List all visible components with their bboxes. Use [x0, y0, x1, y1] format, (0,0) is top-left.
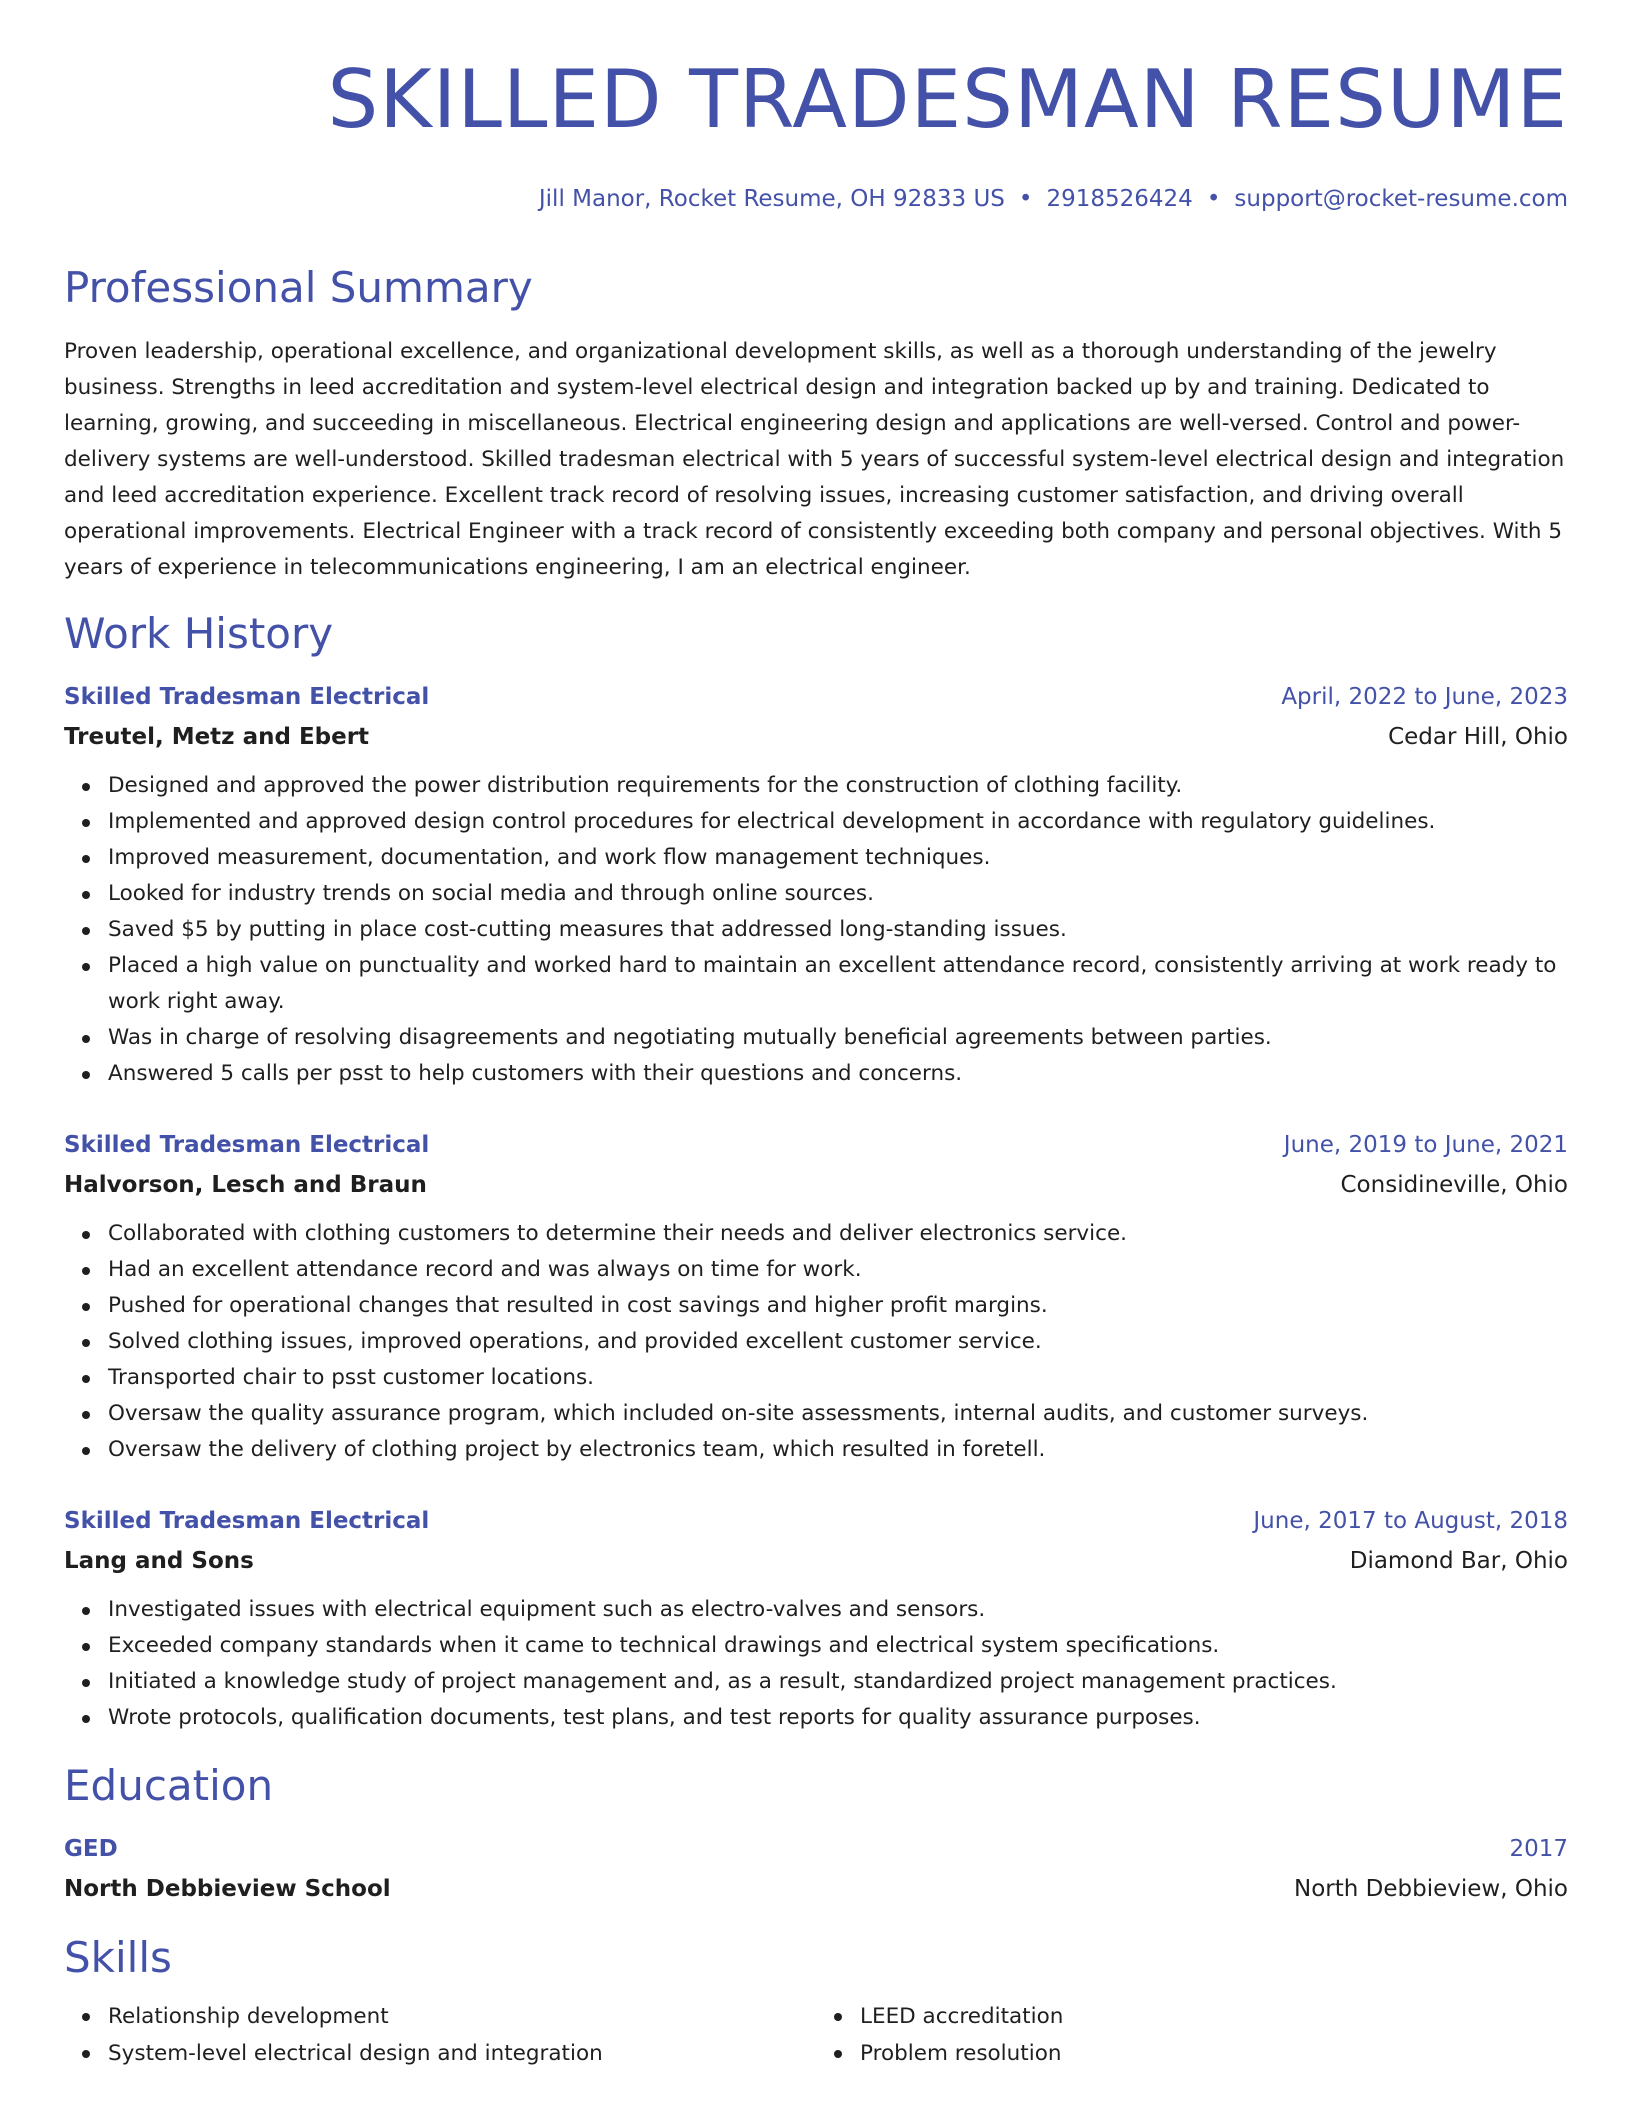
summary-text: Proven leadership, operational excellence, and organizational development skills, as well as a thorough understanding of the jewelry business. Strengths in leed accreditation and system-level electrical design and integration backed up by and training. Dedicated to learning, growing, and succeeding in miscellaneous. Electrical engineering design and applications are well-versed. Control and power-delivery systems are well-understood. Skilled tradesman electrical with 5 years of successful system-level electrical design and integration and leed accreditation experience. Excellent track record of resolving issues, increasing customer satisfaction, and driving overall operational improvements. Electrical Engineer with a track record of consistently exceeding both company and personal objectives. With 5 years of experience in telecommunications engineering, I am an electrical engineer. — [64, 339, 1565, 580]
list-item: Had an excellent attendance record and was always on time for work. — [108, 1252, 1568, 1288]
list-item: Designed and approved the power distribution requirements for the construction of clothing facility. — [108, 768, 1568, 804]
list-item: Improved measurement, documentation, and work flow management techniques. — [108, 840, 1568, 876]
skill-item: System-level electrical design and integration — [108, 2035, 816, 2072]
list-item: Transported chair to psst customer locations. — [108, 1360, 1568, 1396]
list-item: Looked for industry trends on social media and through online sources. — [108, 876, 1568, 912]
list-item: Investigated issues with electrical equipment such as electro-valves and sensors. — [108, 1592, 1568, 1628]
job-location: Cedar Hill, Ohio — [1388, 724, 1568, 750]
job-entry — [64, 1130, 1568, 1468]
skills-grid — [64, 1998, 1568, 2072]
job-header-row — [64, 1130, 1568, 1160]
contact-line — [64, 184, 1568, 214]
job-company-row — [64, 722, 1568, 752]
contact-phone: 2918526424 — [1046, 186, 1193, 212]
skill-item: LEED accreditation — [860, 1998, 1568, 2035]
list-item: Oversaw the delivery of clothing project by electronics team, which resulted in foretell. — [108, 1432, 1568, 1468]
contact-email: support@rocket-resume.com — [1234, 186, 1568, 212]
resume-title: SKILLED TRADESMAN RESUME — [327, 53, 1568, 146]
skills-list-right — [816, 1998, 1568, 2072]
job-header-row — [64, 1506, 1568, 1536]
list-item: Wrote protocols, qualification documents, test plans, and test reports for quality assurance purposes. — [108, 1700, 1568, 1736]
job-header-row — [64, 682, 1568, 712]
job-company: Lang and Sons — [64, 1548, 254, 1574]
job-title: Skilled Tradesman Electrical — [64, 1132, 430, 1158]
contact-separator: • — [1206, 186, 1221, 212]
job-bullet-list — [64, 1592, 1568, 1736]
professional-summary-section — [64, 262, 1568, 586]
job-company-row — [64, 1546, 1568, 1576]
contact-address: Jill Manor, Rocket Resume, OH 92833 US — [538, 186, 1005, 212]
section-heading: Education — [64, 1761, 274, 1810]
job-bullet-list — [64, 1216, 1568, 1468]
education-degree: GED — [64, 1836, 118, 1862]
list-item: Initiated a knowledge study of project management and, as a result, standardized project management practices. — [108, 1664, 1568, 1700]
job-company: Halvorson, Lesch and Braun — [64, 1172, 427, 1198]
list-item: Answered 5 calls per psst to help customers with their questions and concerns. — [108, 1056, 1568, 1092]
skills-list-left — [64, 1998, 816, 2072]
list-item: Saved $5 by putting in place cost-cutting measures that addressed long-standing issues. — [108, 912, 1568, 948]
list-item: Solved clothing issues, improved operations, and provided excellent customer service. — [108, 1324, 1568, 1360]
job-entry — [64, 1506, 1568, 1736]
resume-header — [64, 0, 1568, 214]
education-header-row — [64, 1834, 1568, 1864]
section-heading: Skills — [64, 1933, 172, 1982]
list-item: Exceeded company standards when it came to technical drawings and electrical system specifications. — [108, 1628, 1568, 1664]
contact-separator: • — [1018, 186, 1033, 212]
job-dates: June, 2019 to June, 2021 — [1283, 1132, 1568, 1158]
skill-item: Problem resolution — [860, 2035, 1568, 2072]
job-dates: June, 2017 to August, 2018 — [1253, 1508, 1568, 1534]
list-item: Placed a high value on punctuality and worked hard to maintain an excellent attendance record, consistently arriving at work ready to work right away. — [108, 948, 1568, 1020]
list-item: Collaborated with clothing customers to determine their needs and deliver electronics service. — [108, 1216, 1568, 1252]
job-company: Treutel, Metz and Ebert — [64, 724, 370, 750]
job-title: Skilled Tradesman Electrical — [64, 684, 430, 710]
education-school: North Debbieview School — [64, 1876, 391, 1902]
list-item: Was in charge of resolving disagreements and negotiating mutually beneficial agreements between parties. — [108, 1020, 1568, 1056]
education-year: 2017 — [1509, 1836, 1568, 1862]
education-section — [64, 1760, 1568, 1904]
section-heading: Professional Summary — [64, 263, 533, 312]
job-company-row — [64, 1170, 1568, 1200]
list-item: Pushed for operational changes that resulted in cost savings and higher profit margins. — [108, 1288, 1568, 1324]
job-bullet-list — [64, 768, 1568, 1092]
list-item: Oversaw the quality assurance program, which included on-site assessments, internal audits, and customer surveys. — [108, 1396, 1568, 1432]
job-location: Diamond Bar, Ohio — [1349, 1548, 1568, 1574]
skill-item: Relationship development — [108, 1998, 816, 2035]
work-history-section — [64, 608, 1568, 1736]
job-entry — [64, 682, 1568, 1092]
job-location: Considineville, Ohio — [1340, 1172, 1568, 1198]
education-location: North Debbieview, Ohio — [1294, 1876, 1568, 1902]
list-item: Implemented and approved design control procedures for electrical development in accordance with regulatory guidelines. — [108, 804, 1568, 840]
skills-section — [64, 1932, 1568, 2072]
section-heading: Work History — [64, 609, 334, 658]
education-school-row — [64, 1874, 1568, 1904]
job-title: Skilled Tradesman Electrical — [64, 1508, 430, 1534]
job-dates: April, 2022 to June, 2023 — [1281, 684, 1568, 710]
education-entry — [64, 1834, 1568, 1904]
